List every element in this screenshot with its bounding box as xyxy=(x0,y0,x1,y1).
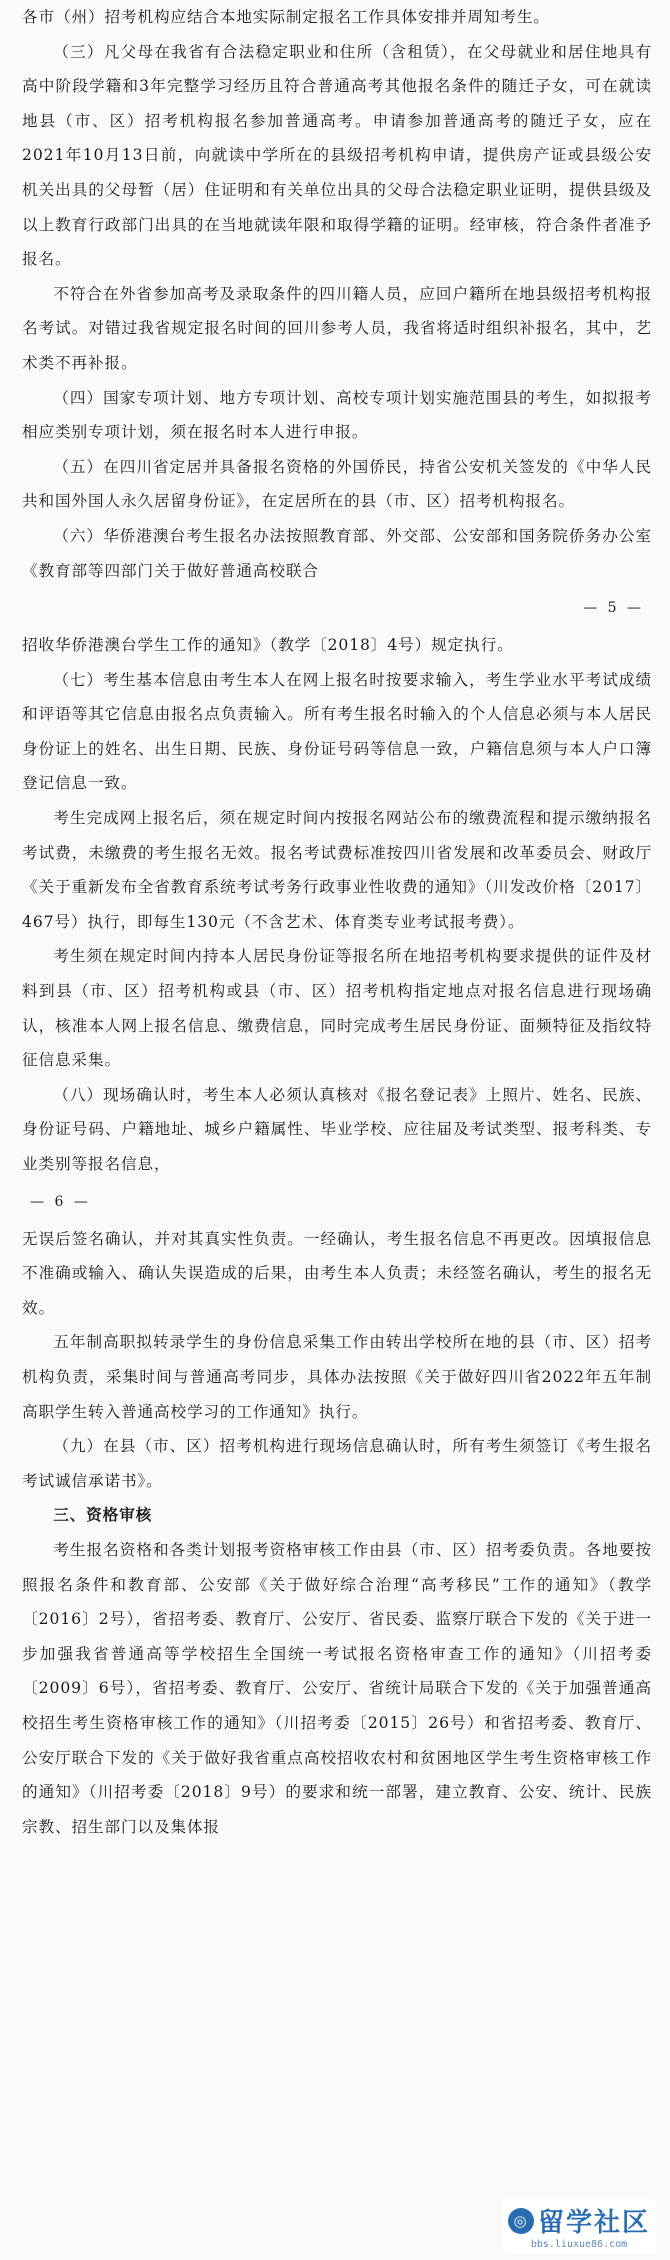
site-watermark xyxy=(502,2198,656,2254)
paragraph: 各市（州）招考机构应结合本地实际制定报名工作具体安排并周知考生。 xyxy=(22,8,550,26)
page-7-body xyxy=(22,1222,652,1845)
watermark-logo-text: 留学社区 xyxy=(537,2208,650,2238)
page-6-body xyxy=(22,628,652,1182)
page-5 xyxy=(22,0,652,628)
page-6 xyxy=(22,628,652,1222)
paragraph: 不符合在外省参加高考及录取条件的四川籍人员，应回户籍所在地县级招考机构报名考试。对错过我省规定报名时间的回川参考人员，我省将适时组织补报名，其中，艺术类不再补报。 xyxy=(22,284,652,372)
page-5-body xyxy=(22,0,652,588)
globe-icon: ◎ xyxy=(508,2208,534,2234)
paragraph: 招收华侨港澳台学生工作的通知》（教学〔2018〕4号）规定执行。 xyxy=(22,636,514,655)
watermark-logo xyxy=(508,2202,650,2239)
page-7 xyxy=(22,1222,652,1845)
paragraph: （五）在四川省定居并具备报名资格的外国侨民，持省公安机关签发的《中华人民共和国外国人永久居留身份证》，在定居所在的县（市、区）招考机构报名。 xyxy=(22,457,652,511)
page-number-6: — 6 — xyxy=(30,1193,91,1210)
paragraph: （三）凡父母在我省有合法稳定职业和住所（含租赁），在父母就业和居住地具有高中阶段学籍和3年完整学习经历且符合普通高考其他报名条件的随迁子女，可在就读地县（市、区）招考机构报名参加普通高考。申请参加普通高考的随迁子女，应在2021年10月13日前，向就读中学所在的县级招考机构申请，提供房产证或县级公安机关出具的父母暂（居）住证明和有关单位出具的父母合法稳定职业证明，提供县级及以上教育行政部门出具的在当地就读年限和取得学籍的证明。经审核，符合条件者准予报名。 xyxy=(22,42,652,269)
page-number-5: — 5 — xyxy=(583,600,644,617)
section-heading: 三、资格审核 xyxy=(53,1506,153,1525)
paragraph: （八）现场确认时，考生本人必须认真核对《报名登记表》上照片、姓名、民族、身份证号码、户籍地址、城乡户籍属性、毕业学校、应往届及考试类型、报考科类、专业类别等报名信息， xyxy=(22,1085,652,1173)
document xyxy=(22,0,652,1844)
paragraph: 考生报名资格和各类计划报考资格审核工作由县（市、区）招考委负责。各地要按照报名条件和教育部、公安部《关于做好综合治理“高考移民”工作的通知》（教学〔2016〕2号），省招考委、教育厅、公安厅、省民委、监察厅联合下发的《关于进一步加强我省普通高等学校招生全国统一考试报名资格审查工作的通知》（川招考委〔2009〕6号），省招考委、教育厅、公安厅、省统计局联合下发的《关于加强普通高校招生考生资格审核工作的通知》（川招考委〔2015〕26号）和省招考委、教育厅、公安厅联合下发的《关于做好我省重点高校招收农村和贫困地区学生考生资格审核工作的通知》（川招考委〔2018〕9号）的要求和统一部署，建立教育、公安、统计、民族宗教、招生部门以及集体报 xyxy=(22,1540,652,1836)
paragraph: （七）考生基本信息由考生本人在网上报名时按要求输入，考生学业水平考试成绩和评语等其它信息由报名点负责输入。所有考生报名时输入的个人信息必须与本人居民身份证上的姓名、出生日期、民族、身份证号码等信息一致，户籍信息须与本人户口簿登记信息一致。 xyxy=(22,670,652,793)
paragraph: 考生完成网上报名后，须在规定时间内按报名网站公布的缴费流程和提示缴纳报名考试费，未缴费的考生报名无效。报名考试费标准按四川省发展和改革委员会、财政厅《关于重新发布全省教育系统考试考务行政事业性收费的通知》（川发改价格〔2017〕467号）执行，即每生130元（不含艺术、体育类专业考试报考费）。 xyxy=(22,809,652,931)
paragraph: 考生须在规定时间内持本人居民身份证等报名所在地招考机构要求提供的证件及材料到县（市、区）招考机构或县（市、区）招考机构指定地点对报名信息进行现场确认，核准本人网上报名信息、缴费信息，同时完成考生居民身份证、面频特征及指纹特征信息采集。 xyxy=(22,947,652,1070)
watermark-url: bbs.liuxue86.com xyxy=(530,2239,628,2250)
paragraph: 五年制高职拟转录学生的身份信息采集工作由转出学校所在地的县（市、区）招考机构负责，采集时间与普通高考同步，具体办法按照《关于做好四川省2022年五年制高职学生转入普通高校学习的工作通知》执行。 xyxy=(22,1333,652,1421)
paragraph: 无误后签名确认，并对其真实性负责。一经确认，考生报名信息不再更改。因填报信息不准确或输入、确认失误造成的后果，由考生本人负责；未经签名确认，考生的报名无效。 xyxy=(22,1229,652,1317)
paragraph: （六）华侨港澳台考生报名办法按照教育部、外交部、公安部和国务院侨务办公室《教育部等四部门关于做好普通高校联合 xyxy=(22,526,652,580)
paragraph: （九）在县（市、区）招考机构进行现场信息确认时，所有考生须签订《考生报名考试诚信承诺书》。 xyxy=(22,1437,652,1490)
paragraph: （四）国家专项计划、地方专项计划、高校专项计划实施范围县的考生，如拟报考相应类别专项计划，须在报名时本人进行申报。 xyxy=(22,388,652,442)
